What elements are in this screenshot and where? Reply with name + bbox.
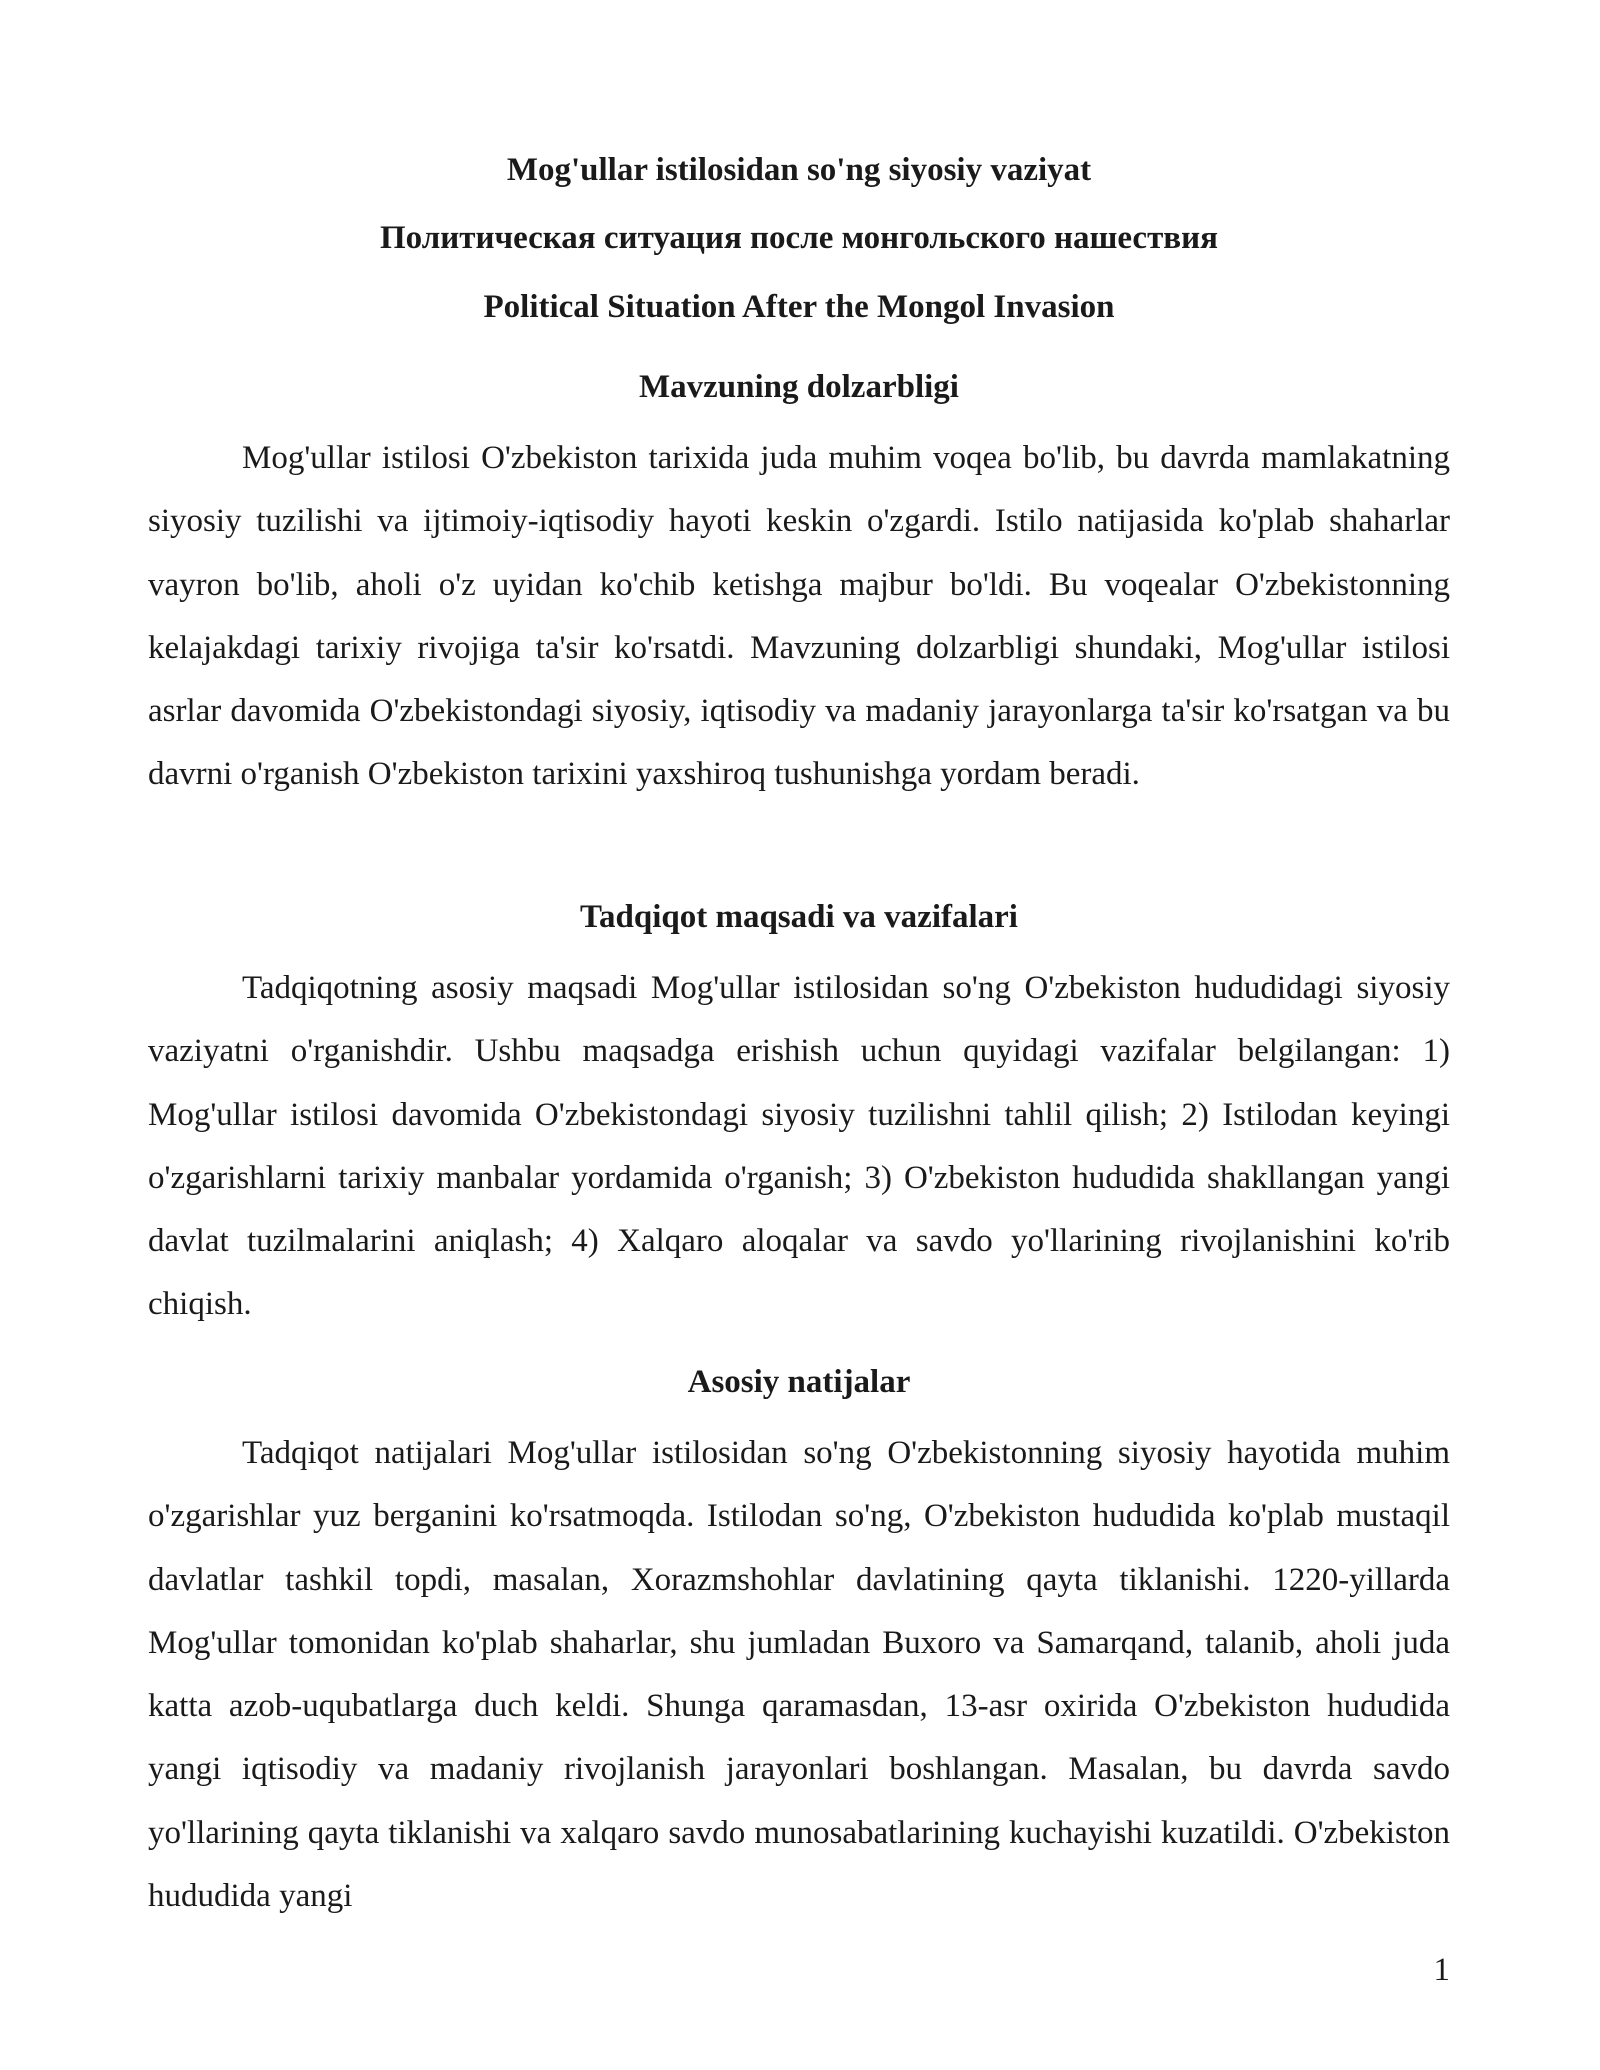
section-paragraph-goals: Tadqiqotning asosiy maqsadi Mog'ullar istilosidan so'ng O'zbekiston hududidagi siyosiy vaziyatni o'rganishdir. Ushbu maqsadga erishish uchun quyidagi vazifalar belgilangan: 1) Mog'ullar istilosi davomida O'zbekistondagi siyosiy tuzilishni tahlil qilish; 2) Istilodan keyingi o'zgarishlarni tarixiy manbalar yordamida o'rganish; 3) O'zbekiston hududida shakllangan yangi davlat tuzilmalarini aniqlash; 4) Xalqaro aloqalar va savdo yo'llarining rivojlanishini ko'rib chiqish. xyxy=(148,970,1450,1323)
section-heading-results: Asosiy natijalar xyxy=(687,1364,911,1400)
section-heading-relevance: Mavzuning dolzarbligi xyxy=(639,369,959,405)
page-number: 1 xyxy=(1433,1952,1450,1988)
title-russian: Политическая ситуация после монгольского нашествия xyxy=(380,220,1218,256)
title-uzbek: Mog'ullar istilosidan so'ng siyosiy vaziyat xyxy=(506,152,1092,188)
section-paragraph-results: Tadqiqot natijalari Mog'ullar istilosidan so'ng O'zbekistonning siyosiy hayotida muhim o'zgarishlar yuz berganini ko'rsatmoqda. Istilodan so'ng, O'zbekiston hududida ko'plab mustaqil davlatlar tashkil topdi, masalan, Xorazmshohlar davlatining qayta tiklanishi. 1220-yillarda Mog'ullar tomonidan ko'plab shaharlar, shu jumladan Buxoro va Samarqand, talanib, aholi juda katta azob-uqubatlarga duch keldi. Shunga qaramasdan, 13-asr oxirida O'zbekiston hududida yangi iqtisodiy va madaniy rivojlanish jarayonlari boshlangan. Masalan, bu davrda savdo yo'llarining qayta tiklanishi va xalqaro savdo munosabatlarining kuchayishi kuzatildi. O'zbekiston hududida yangi xyxy=(148,1435,1450,1915)
section-heading-goals: Tadqiqot maqsadi va vazifalari xyxy=(580,899,1018,935)
section-paragraph-relevance: Mog'ullar istilosi O'zbekiston tarixida juda muhim voqea bo'lib, bu davrda mamlakatning siyosiy tuzilishi va ijtimoiy-iqtisodiy hayoti keskin o'zgardi. Istilo natijasida ko'plab shaharlar vayron bo'lib, aholi o'z uyidan ko'chib ketishga majbur bo'ldi. Bu voqealar O'zbekistonning kelajakdagi tarixiy rivojiga ta'sir ko'rsatdi. Mavzuning dolzarbligi shundaki, Mog'ullar istilosi asrlar davomida O'zbekistondagi siyosiy, iqtisodiy va madaniy jarayonlarga ta'sir ko'rsatgan va bu davrni o'rganish O'zbekiston tarixini yaxshiroq tushunishga yordam beradi. xyxy=(148,440,1450,793)
title-english: Political Situation After the Mongol Invasion xyxy=(483,289,1115,325)
